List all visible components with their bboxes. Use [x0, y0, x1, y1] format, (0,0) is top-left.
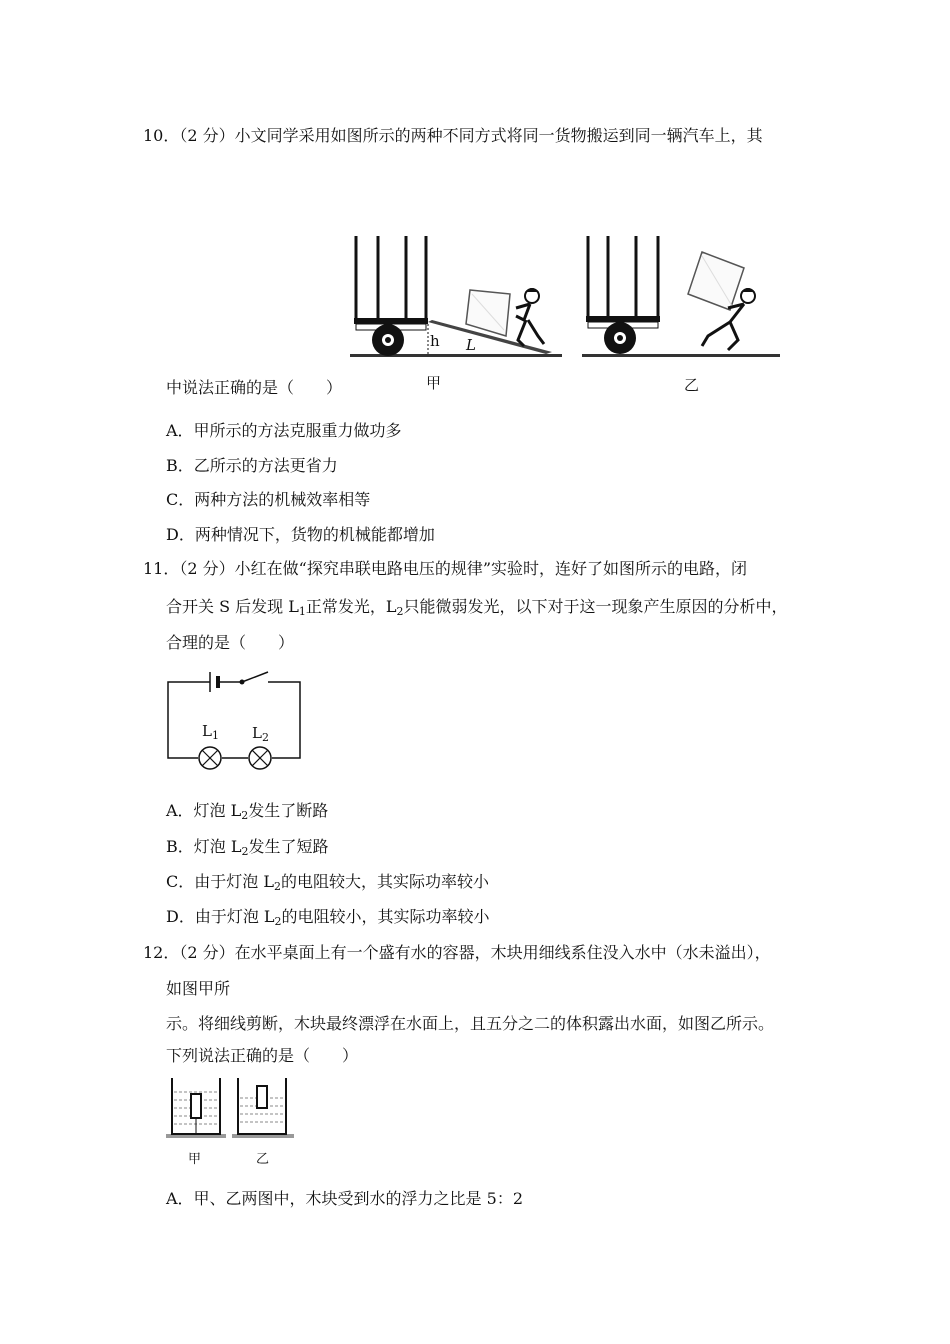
- q11-stem-line1: [143, 559, 747, 579]
- q11-option-a-pre: A．灯泡 L: [166, 801, 242, 820]
- q10-option-a: A．甲所示的方法克服重力做功多: [166, 421, 402, 440]
- q10-stem-line1: [143, 126, 763, 146]
- q11-option-b-pre: B．灯泡 L: [166, 837, 242, 856]
- q11-option-c-sub: 2: [273, 880, 281, 893]
- q11-stem2-part-c: 只能微弱发光，以下对于这一现象产生原因的分析中，: [403, 597, 788, 616]
- q11-fig-L2-sub: 2: [261, 731, 269, 744]
- q11-option-a-post: 发生了断路: [248, 801, 329, 820]
- q11-stem2-part-b: 正常发光，L: [305, 597, 397, 616]
- q10-stem-line2: 中说法正确的是（ ）: [166, 378, 343, 397]
- q12-stem-line3: 示。将细线剪断，木块最终漂浮在水面上，且五分之二的体积露出水面，如图乙所示。: [166, 1014, 775, 1033]
- q10-option-d: D．两种情况下，货物的机械能都增加: [166, 525, 435, 544]
- q11-number: 11．: [143, 559, 180, 578]
- q11-circuit-figure: [164, 668, 306, 776]
- q11-option-b-post: 发生了短路: [248, 837, 329, 856]
- q10-figure-yi: [580, 232, 784, 366]
- q11-option-a-sub: 2: [241, 809, 249, 822]
- q11-stem2-sub2: 2: [396, 605, 404, 618]
- q12-stem-line1: [143, 943, 771, 963]
- q10-stem-text1: （2 分）小文同学采用如图所示的两种不同方式将同一货物搬运到同一辆汽车上，其: [179, 126, 763, 145]
- q12-fig-caption-jia: 甲: [188, 1152, 202, 1167]
- q10-fig-label-h: h: [430, 332, 440, 350]
- q11-option-d: [166, 907, 490, 927]
- q10-number: 10．: [143, 126, 180, 145]
- q11-stem-line2: [166, 597, 788, 617]
- q11-option-a: [166, 801, 328, 821]
- q10-fig-caption-jia: 甲: [426, 374, 442, 392]
- q12-stem-line4: 下列说法正确的是（ ）: [166, 1046, 359, 1065]
- q10-fig-label-L: L: [466, 336, 476, 354]
- q11-option-c: [166, 872, 489, 892]
- q12-number: 12．: [143, 943, 180, 962]
- q11-option-d-sub: 2: [274, 915, 282, 928]
- q11-option-c-post: 的电阻较大，其实际功率较小: [280, 872, 489, 891]
- q11-fig-L1-letter: L: [202, 722, 212, 740]
- q11-option-d-pre: D．由于灯泡 L: [166, 907, 275, 926]
- q11-stem-line3: 合理的是（ ）: [166, 633, 295, 652]
- q12-fig-caption-yi: 乙: [256, 1152, 270, 1167]
- q11-option-c-pre: C．由于灯泡 L: [166, 872, 274, 891]
- q10-figure-jia: [348, 232, 566, 366]
- q12-stem-line2: 如图甲所: [166, 979, 231, 998]
- q11-stem2-part-a: 合开关 S 后发现 L: [166, 597, 299, 616]
- q11-fig-label-L1: [202, 722, 219, 740]
- q12-option-a: A．甲、乙两图中，木块受到水的浮力之比是 5：2: [166, 1189, 524, 1208]
- q11-fig-label-L2: [252, 724, 269, 742]
- q12-container-figure: [164, 1076, 296, 1142]
- q11-stem2-sub1: 1: [298, 605, 306, 618]
- q11-fig-L2-letter: L: [252, 724, 262, 742]
- q11-fig-L1-sub: 1: [211, 729, 219, 742]
- q11-option-d-post: 的电阻较小，其实际功率较小: [281, 907, 490, 926]
- q10-option-c: C．两种方法的机械效率相等: [166, 490, 371, 509]
- q11-option-b: [166, 837, 329, 857]
- q11-option-b-sub: 2: [241, 845, 249, 858]
- q11-stem-text1: （2 分）小红在做“探究串联电路电压的规律”实验时，连好了如图所示的电路，闭: [179, 559, 748, 578]
- q10-option-b: B．乙所示的方法更省力: [166, 456, 338, 475]
- q12-stem-text1: （2 分）在水平桌面上有一个盛有水的容器，木块用细线系住没入水中（水未溢出），: [179, 943, 771, 962]
- q10-fig-caption-yi: 乙: [684, 376, 700, 394]
